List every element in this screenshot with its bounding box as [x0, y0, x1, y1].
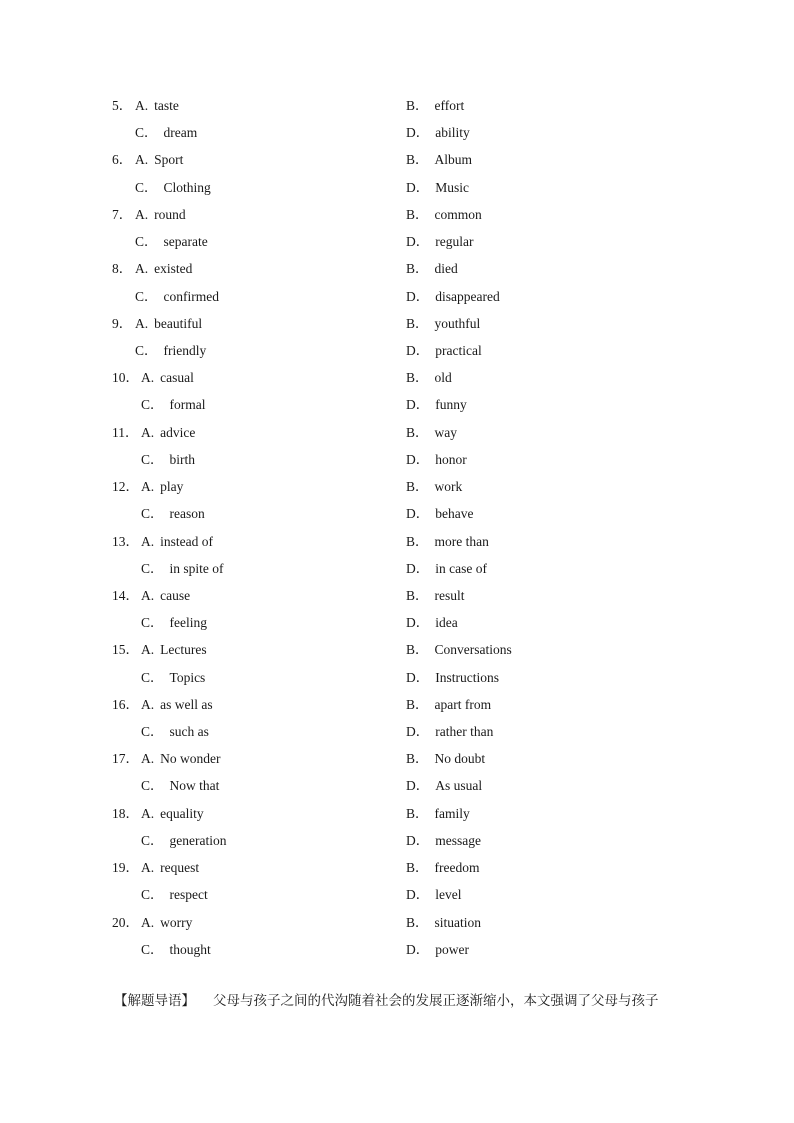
option-letter: D．	[406, 451, 430, 467]
question-item	[0, 745, 794, 799]
option-text: more than	[434, 533, 489, 549]
option-text: idea	[435, 615, 458, 631]
option-letter: D．	[406, 506, 430, 522]
option-letter: A.	[135, 152, 149, 168]
option-d	[406, 337, 482, 364]
option-text: Clothing	[163, 179, 211, 195]
option-letter: C．	[141, 887, 164, 903]
option-letter: A.	[135, 206, 149, 222]
option-c	[141, 500, 205, 527]
option-letter: C．	[141, 778, 164, 794]
option-text: behave	[435, 506, 474, 522]
question-item	[0, 92, 794, 146]
lead-tag: 【解题导语】	[114, 993, 195, 1009]
option-text: cause	[160, 587, 191, 603]
question-number: 5．	[112, 98, 133, 113]
option-text: Instructions	[435, 669, 499, 685]
option-a	[135, 310, 202, 337]
option-letter: B．	[406, 315, 429, 331]
option-letter: A.	[141, 914, 155, 930]
question-row-ab	[0, 582, 794, 609]
option-b	[406, 255, 458, 282]
option-text: disappeared	[435, 288, 500, 304]
option-letter: C．	[141, 560, 164, 576]
question-row-ab	[0, 745, 794, 772]
option-text: reason	[169, 506, 205, 522]
question-row-cd	[0, 664, 794, 691]
option-text: birth	[169, 451, 196, 467]
option-c	[141, 446, 195, 473]
option-letter: B．	[406, 370, 429, 386]
option-letter: D．	[406, 941, 430, 957]
option-text: formal	[169, 397, 206, 413]
question-number: 7．	[112, 206, 133, 222]
option-text: separate	[163, 234, 208, 250]
option-letter: D．	[406, 669, 430, 685]
option-letter: A.	[135, 315, 149, 331]
option-text: way	[434, 424, 458, 440]
option-text: result	[434, 587, 465, 603]
question-row-cd	[0, 337, 794, 364]
option-text: level	[435, 887, 462, 903]
option-letter: C．	[141, 669, 164, 685]
option-letter: C．	[135, 179, 158, 195]
option-d	[406, 174, 469, 201]
option-d	[406, 718, 493, 745]
option-letter: C．	[135, 234, 158, 250]
option-text: family	[434, 805, 470, 821]
option-letter: A.	[141, 370, 155, 386]
option-d	[406, 881, 462, 908]
option-b	[406, 909, 481, 936]
option-letter: C．	[141, 832, 164, 848]
question-row-cd	[0, 718, 794, 745]
option-text: generation	[169, 832, 227, 848]
option-text: taste	[154, 98, 179, 113]
option-letter: B．	[406, 751, 429, 767]
option-letter: D．	[406, 179, 430, 195]
option-text: freedom	[434, 860, 480, 876]
question-row-ab	[0, 473, 794, 500]
option-d	[406, 119, 470, 146]
question-number: 19．	[112, 860, 139, 876]
option-text: advice	[160, 424, 196, 440]
option-a	[141, 800, 204, 827]
question-item	[0, 909, 794, 963]
option-d	[406, 555, 487, 582]
question-item	[0, 146, 794, 200]
option-b	[406, 745, 485, 772]
question-item	[0, 473, 794, 527]
option-letter: A.	[141, 642, 155, 658]
question-row-cd	[0, 283, 794, 310]
question-row-cd	[0, 555, 794, 582]
option-text: power	[435, 941, 469, 957]
option-letter: C．	[135, 342, 158, 358]
option-d	[406, 664, 499, 691]
option-letter: B．	[406, 914, 429, 930]
question-row-cd	[0, 446, 794, 473]
option-text: beautiful	[154, 315, 203, 331]
option-letter: B．	[406, 206, 429, 222]
option-b	[406, 92, 464, 119]
option-text: died	[434, 261, 458, 277]
option-b	[406, 473, 462, 500]
option-c	[141, 936, 211, 963]
option-b	[406, 528, 489, 555]
question-number: 14．	[112, 587, 139, 603]
option-c	[141, 555, 224, 582]
option-letter: A.	[141, 696, 155, 712]
option-a	[141, 691, 213, 718]
option-c	[141, 827, 227, 854]
option-text: round	[154, 206, 186, 222]
option-text: thought	[169, 941, 211, 957]
option-b	[406, 691, 491, 718]
option-text: feeling	[169, 615, 207, 631]
option-text: respect	[169, 887, 208, 903]
option-a	[141, 582, 190, 609]
question-row-ab	[0, 636, 794, 663]
option-text: such as	[169, 724, 209, 739]
option-letter: C．	[141, 724, 164, 739]
question-number: 6．	[112, 152, 133, 168]
option-letter: B．	[406, 696, 429, 712]
question-number: 15．	[112, 642, 139, 658]
question-row-ab	[0, 92, 794, 119]
option-letter: A.	[141, 424, 155, 440]
option-c	[141, 881, 208, 908]
question-row-cd	[0, 228, 794, 255]
option-b	[406, 364, 452, 391]
option-letter: A.	[135, 98, 149, 113]
option-letter: A.	[141, 533, 155, 549]
option-d	[406, 936, 469, 963]
option-letter: B．	[406, 424, 429, 440]
option-a	[141, 745, 221, 772]
option-text: existed	[154, 261, 193, 277]
option-b	[406, 146, 472, 173]
question-item	[0, 364, 794, 418]
option-letter: B．	[406, 860, 429, 876]
option-c	[141, 772, 219, 799]
option-letter: D．	[406, 615, 430, 631]
option-letter: D．	[406, 560, 430, 576]
option-letter: A.	[141, 860, 155, 876]
option-text: ability	[435, 125, 470, 141]
option-text: youthful	[434, 315, 481, 331]
question-item	[0, 310, 794, 364]
option-letter: A.	[141, 479, 155, 495]
question-row-cd	[0, 500, 794, 527]
option-a	[141, 528, 213, 555]
option-text: Album	[434, 152, 473, 168]
option-letter: B．	[406, 152, 429, 168]
question-row-cd	[0, 936, 794, 963]
option-text: play	[160, 479, 184, 495]
option-letter: B．	[406, 98, 429, 113]
option-text: friendly	[163, 342, 207, 358]
option-a	[141, 909, 192, 936]
option-text: honor	[435, 451, 467, 467]
question-row-cd	[0, 119, 794, 146]
option-text: common	[434, 206, 482, 222]
option-letter: D．	[406, 234, 430, 250]
option-letter: B．	[406, 805, 429, 821]
option-text: No wonder	[160, 751, 221, 767]
option-text: Conversations	[434, 642, 512, 658]
question-row-ab	[0, 255, 794, 282]
option-text: old	[434, 370, 452, 386]
option-text: regular	[435, 234, 474, 250]
option-c	[141, 609, 207, 636]
question-number: 10．	[112, 370, 139, 386]
option-text: situation	[434, 914, 482, 930]
option-text: Music	[435, 179, 469, 195]
option-letter: C．	[141, 397, 164, 413]
option-d	[406, 446, 467, 473]
option-text: casual	[160, 370, 194, 386]
option-letter: A.	[141, 587, 155, 603]
option-text: Sport	[154, 152, 184, 168]
option-text: practical	[435, 342, 482, 358]
option-a	[135, 201, 186, 228]
question-row-ab	[0, 146, 794, 173]
option-text: rather than	[435, 724, 494, 739]
option-letter: D．	[406, 397, 430, 413]
question-number: 17．	[112, 751, 139, 767]
option-letter: D．	[406, 288, 430, 304]
option-letter: C．	[141, 615, 164, 631]
option-text: as well as	[160, 696, 213, 712]
question-number: 16．	[112, 696, 139, 712]
option-text: work	[434, 479, 463, 495]
question-item	[0, 582, 794, 636]
option-letter: C．	[141, 506, 164, 522]
question-row-ab	[0, 310, 794, 337]
option-letter: D．	[406, 778, 430, 794]
question-row-ab	[0, 691, 794, 718]
option-letter: C．	[141, 941, 164, 957]
option-c	[141, 664, 205, 691]
question-item	[0, 854, 794, 908]
option-letter: D．	[406, 887, 430, 903]
question-row-cd	[0, 772, 794, 799]
option-d	[406, 827, 481, 854]
option-letter: D．	[406, 724, 430, 739]
option-letter: B．	[406, 479, 429, 495]
question-item	[0, 636, 794, 690]
option-text: dream	[163, 125, 198, 141]
lead-paragraph	[114, 988, 754, 1014]
option-letter: C．	[141, 451, 164, 467]
question-row-ab	[0, 528, 794, 555]
question-item	[0, 800, 794, 854]
question-row-ab	[0, 854, 794, 881]
option-letter: B．	[406, 642, 429, 658]
option-text: funny	[435, 397, 467, 413]
option-b	[406, 201, 482, 228]
question-number: 18．	[112, 805, 139, 821]
option-a	[141, 419, 195, 446]
option-letter: D．	[406, 125, 430, 141]
option-text: in case of	[435, 560, 487, 576]
question-item	[0, 419, 794, 473]
question-row-ab	[0, 364, 794, 391]
option-letter: D．	[406, 342, 430, 358]
option-text: As usual	[435, 778, 483, 794]
option-a	[141, 636, 207, 663]
question-list	[0, 92, 794, 963]
option-b	[406, 636, 512, 663]
option-c	[141, 718, 209, 745]
option-d	[406, 391, 467, 418]
option-letter: A.	[141, 805, 155, 821]
question-row-ab	[0, 800, 794, 827]
option-text: worry	[160, 914, 193, 930]
question-row-cd	[0, 881, 794, 908]
option-text: Topics	[169, 669, 206, 685]
question-row-cd	[0, 827, 794, 854]
question-number: 20．	[112, 914, 139, 930]
option-letter: B．	[406, 533, 429, 549]
option-text: Lectures	[160, 642, 207, 658]
option-c	[135, 337, 206, 364]
option-b	[406, 582, 465, 609]
option-text: equality	[160, 805, 204, 821]
option-letter: B．	[406, 587, 429, 603]
question-row-ab	[0, 909, 794, 936]
option-c	[135, 119, 197, 146]
option-d	[406, 772, 482, 799]
option-letter: C．	[135, 288, 158, 304]
option-b	[406, 419, 457, 446]
option-c	[141, 391, 206, 418]
question-row-cd	[0, 391, 794, 418]
option-text: apart from	[434, 696, 492, 712]
question-item	[0, 255, 794, 309]
question-row-ab	[0, 201, 794, 228]
question-row-ab	[0, 419, 794, 446]
option-d	[406, 609, 458, 636]
option-letter: B．	[406, 261, 429, 277]
question-item	[0, 201, 794, 255]
option-letter: C．	[135, 125, 158, 141]
question-number: 11．	[112, 424, 139, 440]
option-a	[135, 92, 179, 119]
question-number: 13．	[112, 533, 139, 549]
question-row-cd	[0, 174, 794, 201]
option-text: instead of	[160, 533, 213, 549]
option-c	[135, 228, 208, 255]
option-text: message	[435, 832, 481, 848]
option-letter: D．	[406, 832, 430, 848]
option-text: Now that	[169, 778, 220, 794]
option-d	[406, 283, 500, 310]
option-c	[135, 174, 211, 201]
option-d	[406, 228, 473, 255]
option-a	[135, 255, 192, 282]
option-b	[406, 800, 470, 827]
option-a	[135, 146, 183, 173]
option-c	[135, 283, 219, 310]
question-number: 8．	[112, 261, 133, 277]
option-d	[406, 500, 473, 527]
option-a	[141, 473, 183, 500]
option-letter: A.	[135, 261, 149, 277]
question-item	[0, 528, 794, 582]
option-a	[141, 854, 199, 881]
option-text: in spite of	[169, 560, 224, 576]
question-number: 9．	[112, 315, 133, 331]
option-b	[406, 854, 480, 881]
question-row-cd	[0, 609, 794, 636]
option-b	[406, 310, 480, 337]
option-letter: A.	[141, 751, 155, 767]
option-text: request	[160, 860, 200, 876]
option-text: effort	[434, 98, 465, 113]
lead-text: 父母与孩子之间的代沟随着社会的发展正逐渐缩小，本文强调了父母与孩子	[213, 993, 659, 1009]
question-number: 12．	[112, 479, 139, 495]
option-text: confirmed	[163, 288, 219, 304]
question-item	[0, 691, 794, 745]
option-a	[141, 364, 194, 391]
option-text: No doubt	[434, 751, 486, 767]
